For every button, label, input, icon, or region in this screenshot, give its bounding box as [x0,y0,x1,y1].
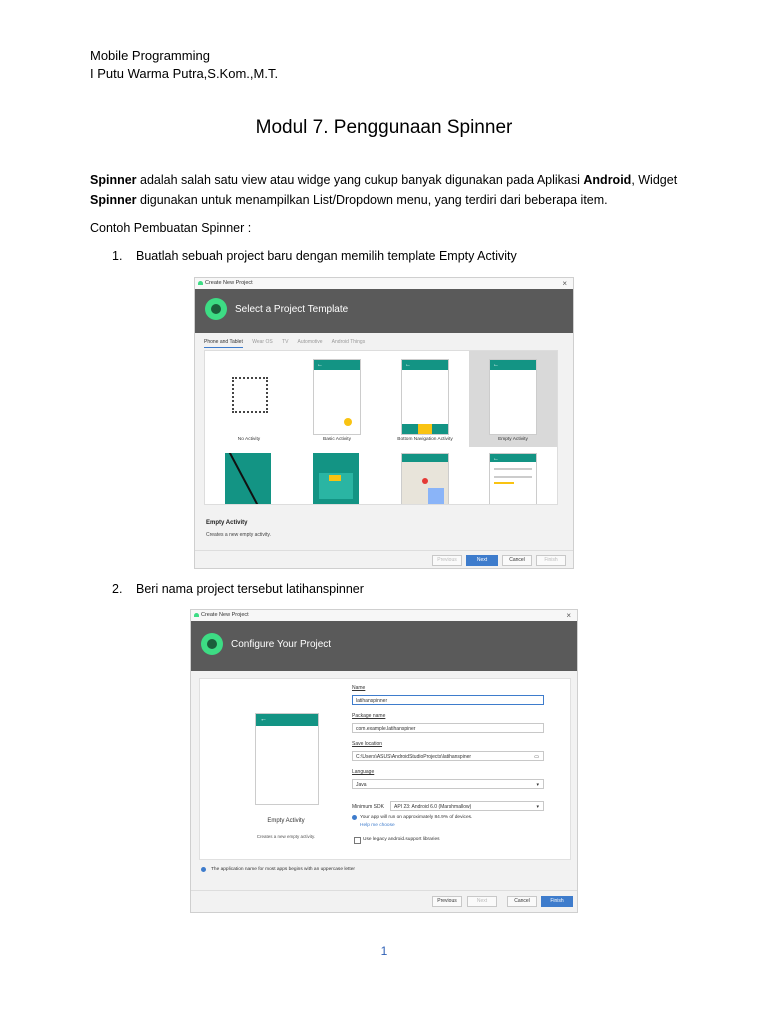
login-preview [313,453,359,505]
finish-button[interactable]: Finish [536,555,566,566]
previous-button[interactable]: Previous [432,555,462,566]
bold-android: Android [583,173,632,187]
footer-note: The application name for most apps begins with an uppercase letter [211,867,355,872]
template-maps[interactable] [381,451,469,505]
step-number: 1. [112,249,123,263]
dialog-header [191,621,577,671]
preview-desc: Creates a new empty activity. [256,834,316,839]
activity-preview [255,713,319,805]
example-heading: Contoh Pembuatan Spinner : [90,221,252,235]
selected-template-desc: Creates a new empty activity. [206,532,271,538]
dialog-heading: Select a Project Template [235,304,349,315]
step-2 [112,582,364,596]
template-label: Basic Activity [323,437,351,442]
template-tabs [204,339,373,345]
bottom-nav-bar [402,424,448,434]
app-bar: ← [490,360,536,370]
selected-template-name: Empty Activity [206,520,248,526]
language-select[interactable] [352,779,544,789]
basic-activity-preview [313,359,361,435]
tab-phone-tablet[interactable]: Phone and Tablet [204,339,243,348]
template-basic-activity[interactable] [293,351,381,447]
step-text: Beri nama project tersebut latihanspinner [136,582,364,596]
configure-body [199,678,571,860]
language-label: Language [352,769,375,775]
template-settings[interactable] [469,451,557,505]
legacy-checkbox[interactable] [354,837,361,844]
map-pin-icon [422,478,428,484]
folder-icon[interactable]: ▭ [534,754,539,760]
fab-icon [344,418,352,426]
minsdk-value: API 23: Android 6.0 (Marshmallow) [394,804,472,810]
previous-button[interactable]: Previous [432,896,462,907]
android-studio-icon [198,281,203,285]
close-icon[interactable]: × [562,279,567,288]
intro-paragraph [90,170,690,210]
bold-spinner-2: Spinner [90,193,137,207]
template-no-activity[interactable] [205,351,293,447]
close-icon[interactable]: × [566,611,571,620]
app-bar: ← [256,714,318,726]
android-studio-logo-icon [205,298,227,320]
app-bar: ← [314,360,360,370]
dialog-heading: Configure Your Project [231,639,332,650]
info-icon [201,867,206,872]
configure-project-dialog [190,609,578,913]
window-titlebar [191,610,577,621]
window-title: Create New Project [205,280,253,286]
save-location-value: C:\Users\ASUS\AndroidStudioProjects\latihanspiner [356,754,472,760]
tab-tv[interactable]: TV [282,339,289,345]
template-grid [204,350,558,505]
name-label: Name [352,685,366,691]
fullscreen-preview [225,453,271,505]
tab-android-things[interactable]: Android Things [331,339,366,345]
language-value: Java [356,782,367,788]
cancel-button[interactable]: Cancel [507,896,537,907]
info-text: Your app will run on approximately 84.9% of devices. [360,815,473,820]
android-studio-logo-icon [201,633,223,655]
minsdk-label: Minimum SDK [352,804,384,810]
template-label: No Activity [237,437,261,442]
chevron-down-icon: ▾ [536,782,539,788]
no-activity-icon [232,377,268,413]
info-icon [352,815,357,820]
page-number: 1 [380,944,388,958]
android-studio-icon [194,613,199,617]
header-course: Mobile Programming [90,48,210,63]
template-fullscreen[interactable] [205,451,293,505]
package-field[interactable]: com.example.latihanspiner [352,723,544,733]
dialog-header [195,289,573,333]
chevron-down-icon: ▾ [536,804,539,810]
save-location-field[interactable] [352,751,544,761]
finish-button[interactable]: Finish [541,896,573,907]
tab-wear-os[interactable]: Wear OS [252,339,273,345]
maps-preview [401,453,449,505]
intro-text-2: , Widget [631,173,678,187]
help-link[interactable]: Help me choose [360,823,395,828]
cancel-button[interactable]: Cancel [502,555,532,566]
template-login[interactable] [293,451,381,505]
empty-activity-preview [489,359,537,435]
intro-text-1: adalah salah satu view atau widge yang cukup banyak digunakan pada Aplikasi [136,173,584,187]
preview-name: Empty Activity [267,818,305,824]
app-bar: ← [402,360,448,370]
next-button[interactable]: Next [467,896,497,907]
window-title: Create New Project [201,612,249,618]
header-author: I Putu Warma Putra,S.Kom.,M.T. [90,66,279,81]
select-template-dialog [194,277,574,569]
template-bottom-navigation[interactable] [381,351,469,447]
step-number: 2. [112,582,123,596]
window-titlebar [195,278,573,289]
package-label: Package name [352,713,386,719]
legacy-checkbox-label: Use legacy android.support libraries [363,837,440,842]
intro-text-3: digunakan untuk menampilkan List/Dropdown menu, yang terdiri dari beberapa item. [136,193,608,207]
template-empty-activity[interactable] [469,351,557,447]
step-text: Buatlah sebuah project baru dengan memilih template Empty Activity [136,249,517,263]
bold-spinner: Spinner [90,173,137,187]
next-button[interactable]: Next [466,555,498,566]
save-location-label: Save location [352,741,383,747]
name-field[interactable]: latihanspinner [352,695,544,705]
bottom-nav-preview [401,359,449,435]
template-label: Empty Activity [498,437,528,442]
step-1 [112,249,517,263]
page-title: Modul 7. Penggunaan Spinner [255,117,513,138]
template-label: Bottom Navigation Activity [397,437,453,442]
settings-preview: ← [489,453,537,505]
tab-automotive[interactable]: Automotive [297,339,323,345]
minsdk-select[interactable] [390,801,544,811]
